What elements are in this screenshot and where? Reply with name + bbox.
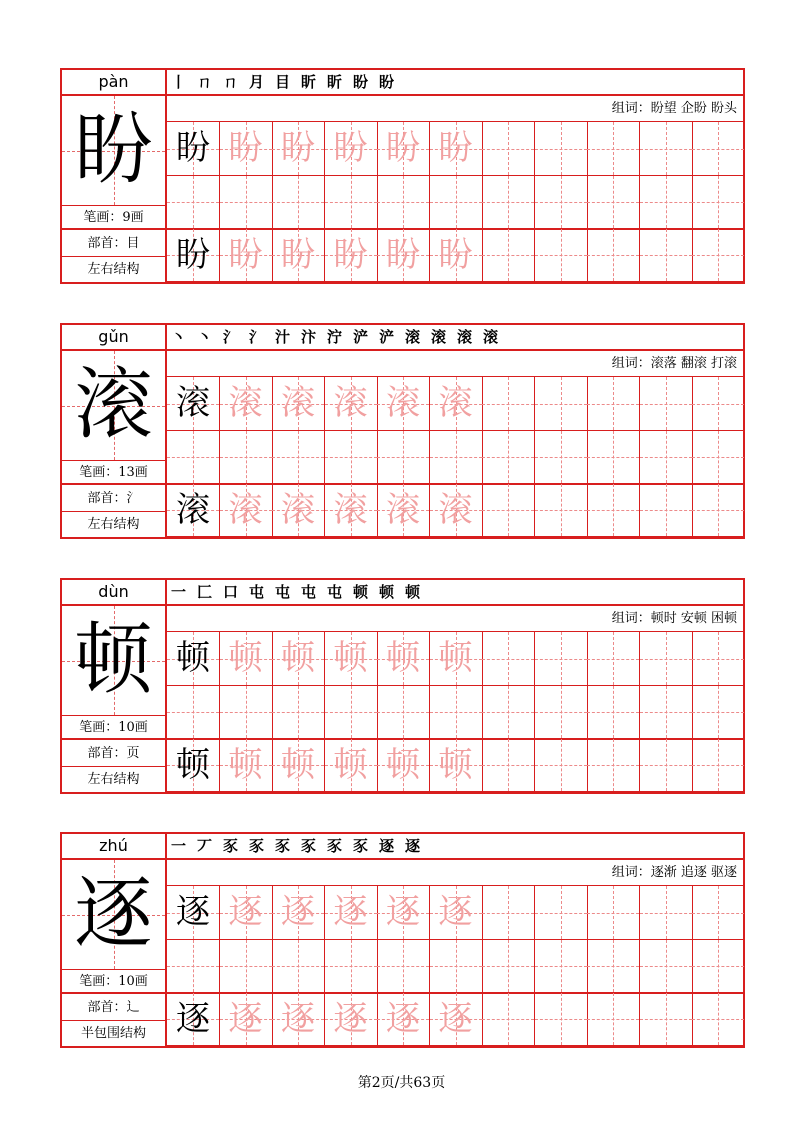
- stroke-step: 盺: [301, 73, 317, 91]
- practice-cell[interactable]: [272, 377, 325, 431]
- practice-cell[interactable]: [325, 176, 378, 230]
- stroke-count: 笔画：10画: [62, 716, 165, 740]
- radical: 部首：辶: [62, 994, 165, 1021]
- practice-cell[interactable]: [535, 176, 588, 230]
- practice-cell[interactable]: [325, 484, 378, 537]
- stroke-step: 氵: [249, 328, 265, 346]
- trace-character: 盼: [386, 235, 420, 275]
- pinyin: dùn: [62, 580, 165, 606]
- stroke-step: ㄇ: [197, 73, 213, 91]
- practice-cell[interactable]: [482, 886, 535, 940]
- practice-cell[interactable]: [430, 431, 483, 485]
- stroke-step: 豕: [249, 837, 265, 855]
- trace-character: 逐: [228, 892, 263, 932]
- trace-character: 盼: [228, 235, 263, 275]
- stroke-step: 豕: [327, 837, 343, 855]
- practice-cell[interactable]: [377, 993, 430, 1046]
- practice-cell[interactable]: [377, 886, 430, 940]
- practice-cell[interactable]: [482, 431, 535, 485]
- practice-cell[interactable]: [220, 886, 273, 940]
- stroke-count: 笔画：9画: [62, 206, 165, 230]
- trace-character: 盼: [333, 235, 368, 275]
- stroke-step: 泞: [327, 328, 343, 346]
- practice-cell[interactable]: [482, 632, 535, 686]
- practice-cell[interactable]: [640, 176, 693, 230]
- trace-character: 盼: [386, 128, 420, 168]
- trace-character: 盼: [281, 128, 315, 168]
- practice-cell[interactable]: [167, 940, 220, 994]
- practice-cell[interactable]: [377, 122, 430, 176]
- practice-cell[interactable]: [692, 739, 745, 792]
- model-character: 滚: [176, 383, 210, 423]
- stroke-count: 笔画：10画: [62, 970, 165, 994]
- practice-cell[interactable]: [482, 122, 535, 176]
- stroke-step: 屯: [301, 583, 317, 601]
- practice-cell[interactable]: [587, 176, 640, 230]
- practice-cell[interactable]: [640, 122, 693, 176]
- model-character: 逐: [176, 892, 210, 932]
- practice-cell[interactable]: [587, 229, 640, 282]
- stroke-step: 盺: [327, 73, 343, 91]
- stroke-step: 豕: [223, 837, 239, 855]
- large-character: 顿: [74, 615, 153, 705]
- stroke-step: 顿: [405, 583, 421, 601]
- stroke-step: 豕: [353, 837, 369, 855]
- practice-cell[interactable]: [640, 484, 693, 537]
- practice-cell[interactable]: [377, 431, 430, 485]
- practice-cell[interactable]: [482, 993, 535, 1046]
- stroke-step: 汁: [275, 328, 291, 346]
- pinyin: zhú: [62, 834, 165, 860]
- trace-character: 滚: [333, 383, 368, 423]
- practice-cell[interactable]: [272, 940, 325, 994]
- page-footer: 第2页/共63页: [357, 1075, 446, 1091]
- practice-cell[interactable]: [325, 229, 378, 282]
- practice-cell[interactable]: [692, 377, 745, 431]
- stroke-order-row: [167, 70, 743, 96]
- practice-cell[interactable]: [167, 632, 220, 686]
- practice-cell[interactable]: [640, 632, 693, 686]
- practice-cell[interactable]: [220, 632, 273, 686]
- practice-cell[interactable]: [272, 632, 325, 686]
- trace-character: 滚: [438, 383, 473, 423]
- stroke-step: 浐: [353, 328, 369, 346]
- practice-cell[interactable]: [377, 229, 430, 282]
- stroke-step: 丶: [171, 328, 187, 346]
- practice-cell[interactable]: [587, 993, 640, 1046]
- practice-cell[interactable]: [167, 229, 220, 282]
- practice-cell[interactable]: [430, 886, 483, 940]
- trace-character: 顿: [333, 745, 368, 785]
- practice-cell[interactable]: [587, 940, 640, 994]
- practice-cell[interactable]: [272, 739, 325, 792]
- practice-cell[interactable]: [482, 176, 535, 230]
- practice-cell[interactable]: [587, 484, 640, 537]
- character-info-panel: [62, 834, 167, 1046]
- practice-cell[interactable]: [692, 431, 745, 485]
- stroke-step: 丶: [197, 328, 213, 346]
- practice-cell[interactable]: [692, 229, 745, 282]
- word-examples: 组词：滚落 翻滚 打滚: [167, 351, 743, 377]
- practice-cell[interactable]: [640, 993, 693, 1046]
- stroke-step: 顿: [379, 583, 395, 601]
- stroke-step: 一: [171, 583, 187, 601]
- practice-cell[interactable]: [220, 739, 273, 792]
- word-examples: 组词：逐渐 追逐 驱逐: [167, 860, 743, 886]
- practice-cell[interactable]: [535, 886, 588, 940]
- stroke-step: 盼: [353, 73, 369, 91]
- practice-cell[interactable]: [220, 993, 273, 1046]
- trace-character: 逐: [228, 999, 263, 1039]
- practice-cell[interactable]: [640, 431, 693, 485]
- trace-character: 顿: [438, 638, 473, 678]
- practice-cell[interactable]: [272, 122, 325, 176]
- large-character-box: [62, 606, 165, 716]
- trace-character: 滚: [281, 490, 315, 530]
- structure: 半包围结构: [80, 1026, 146, 1041]
- practice-cell[interactable]: [272, 886, 325, 940]
- practice-cell[interactable]: [587, 686, 640, 740]
- trace-character: 盼: [438, 128, 473, 168]
- character-card: [60, 323, 745, 539]
- practice-cell[interactable]: [377, 176, 430, 230]
- large-character-box: [62, 96, 165, 206]
- practice-cell[interactable]: [535, 431, 588, 485]
- practice-cell[interactable]: [482, 229, 535, 282]
- trace-character: 逐: [386, 892, 420, 932]
- trace-character: 顿: [386, 745, 420, 785]
- practice-cell[interactable]: [640, 940, 693, 994]
- practice-cell[interactable]: [482, 377, 535, 431]
- stroke-step: ㄇ: [223, 73, 239, 91]
- practice-cell[interactable]: [220, 122, 273, 176]
- stroke-step: 滚: [483, 328, 499, 346]
- practice-cell[interactable]: [167, 993, 220, 1046]
- practice-cell[interactable]: [482, 484, 535, 537]
- practice-cell[interactable]: [430, 632, 483, 686]
- practice-cell[interactable]: [272, 686, 325, 740]
- practice-cell[interactable]: [430, 739, 483, 792]
- practice-cell[interactable]: [482, 940, 535, 994]
- practice-cell[interactable]: [325, 122, 378, 176]
- practice-cell[interactable]: [587, 632, 640, 686]
- stroke-step: 逐: [405, 837, 421, 855]
- practice-cell[interactable]: [640, 377, 693, 431]
- practice-cell[interactable]: [587, 122, 640, 176]
- practice-cell[interactable]: [325, 431, 378, 485]
- trace-character: 顿: [333, 638, 368, 678]
- practice-cell[interactable]: [377, 739, 430, 792]
- stroke-step: 口: [223, 583, 239, 601]
- stroke-step: 汴: [301, 328, 317, 346]
- stroke-step: 屯: [327, 583, 343, 601]
- practice-cell[interactable]: [167, 122, 220, 176]
- practice-cell[interactable]: [167, 686, 220, 740]
- trace-character: 逐: [281, 999, 315, 1039]
- word-examples: 组词：顿时 安顿 困顿: [167, 606, 743, 632]
- practice-cell[interactable]: [430, 229, 483, 282]
- practice-cell[interactable]: [587, 739, 640, 792]
- practice-cell[interactable]: [640, 686, 693, 740]
- practice-cell[interactable]: [587, 431, 640, 485]
- trace-character: 逐: [386, 999, 420, 1039]
- stroke-count: 笔画：13画: [62, 461, 165, 485]
- practice-cell[interactable]: [325, 993, 378, 1046]
- practice-cell[interactable]: [325, 686, 378, 740]
- stroke-step: 丆: [197, 837, 213, 855]
- practice-cell[interactable]: [692, 686, 745, 740]
- practice-cell[interactable]: [220, 940, 273, 994]
- trace-character: 逐: [438, 999, 473, 1039]
- trace-character: 顿: [228, 638, 263, 678]
- character-info-panel: [62, 325, 167, 537]
- character-card: [60, 832, 745, 1048]
- model-character: 盼: [176, 128, 210, 168]
- trace-character: 逐: [333, 892, 368, 932]
- stroke-step: 屯: [249, 583, 265, 601]
- radical: 部首：氵: [62, 485, 165, 512]
- stroke-step: 豕: [301, 837, 317, 855]
- trace-character: 逐: [438, 892, 473, 932]
- trace-character: 盼: [281, 235, 315, 275]
- practice-cell[interactable]: [587, 377, 640, 431]
- radical: 部首：目: [62, 230, 165, 257]
- practice-cell[interactable]: [272, 229, 325, 282]
- practice-cell[interactable]: [272, 484, 325, 537]
- trace-character: 逐: [281, 892, 315, 932]
- stroke-step: 逐: [379, 837, 395, 855]
- practice-cell[interactable]: [272, 993, 325, 1046]
- trace-character: 盼: [228, 128, 263, 168]
- large-character: 滚: [74, 360, 153, 450]
- stroke-step: 浐: [379, 328, 395, 346]
- practice-cell[interactable]: [220, 686, 273, 740]
- practice-cell[interactable]: [430, 940, 483, 994]
- practice-cell[interactable]: [167, 176, 220, 230]
- stroke-step: 一: [171, 837, 187, 855]
- stroke-step: 丨: [171, 73, 187, 91]
- practice-cell[interactable]: [272, 176, 325, 230]
- stroke-step: 滚: [457, 328, 473, 346]
- practice-cell[interactable]: [535, 377, 588, 431]
- practice-cell[interactable]: [377, 686, 430, 740]
- large-character-box: [62, 351, 165, 461]
- model-character: 盼: [176, 235, 210, 275]
- practice-cell[interactable]: [535, 229, 588, 282]
- stroke-step: 目: [275, 73, 291, 91]
- radical: 部首：页: [62, 740, 165, 767]
- practice-cell[interactable]: [377, 940, 430, 994]
- practice-cell[interactable]: [325, 632, 378, 686]
- trace-character: 顿: [281, 638, 315, 678]
- trace-character: 滚: [438, 490, 473, 530]
- structure: 左右结构: [87, 517, 140, 532]
- practice-cell[interactable]: [220, 377, 273, 431]
- trace-character: 顿: [228, 745, 263, 785]
- practice-cell[interactable]: [325, 739, 378, 792]
- practice-cell[interactable]: [535, 484, 588, 537]
- stroke-step: 顿: [353, 583, 369, 601]
- practice-cell[interactable]: [430, 122, 483, 176]
- model-character: 逐: [176, 999, 210, 1039]
- practice-cell[interactable]: [535, 122, 588, 176]
- trace-character: 滚: [386, 490, 420, 530]
- trace-character: 盼: [333, 128, 368, 168]
- practice-cell[interactable]: [482, 739, 535, 792]
- model-character: 滚: [176, 490, 210, 530]
- trace-character: 滚: [281, 383, 315, 423]
- trace-character: 滚: [333, 490, 368, 530]
- character-card: [60, 68, 745, 284]
- trace-character: 顿: [438, 745, 473, 785]
- trace-character: 逐: [333, 999, 368, 1039]
- word-examples: 组词：盼望 企盼 盼头: [167, 96, 743, 122]
- practice-cell[interactable]: [167, 739, 220, 792]
- practice-cell[interactable]: [692, 176, 745, 230]
- practice-cell[interactable]: [167, 484, 220, 537]
- structure: 左右结构: [87, 772, 140, 787]
- practice-cell[interactable]: [535, 739, 588, 792]
- practice-cell[interactable]: [272, 431, 325, 485]
- practice-cell[interactable]: [167, 431, 220, 485]
- stroke-order-row: [167, 580, 743, 606]
- practice-cell[interactable]: [640, 739, 693, 792]
- practice-cell[interactable]: [325, 940, 378, 994]
- trace-character: 滚: [228, 490, 263, 530]
- pinyin: pàn: [62, 70, 165, 96]
- stroke-step: 盼: [379, 73, 395, 91]
- character-card: [60, 578, 745, 794]
- practice-cell[interactable]: [692, 484, 745, 537]
- stroke-order-row: [167, 325, 743, 351]
- practice-cell[interactable]: [430, 686, 483, 740]
- practice-cell[interactable]: [535, 686, 588, 740]
- trace-character: 顿: [386, 638, 420, 678]
- practice-cell[interactable]: [167, 886, 220, 940]
- practice-cell[interactable]: [430, 377, 483, 431]
- practice-cell[interactable]: [587, 886, 640, 940]
- large-character: 逐: [74, 869, 153, 959]
- pinyin: gǔn: [62, 325, 165, 351]
- practice-cell[interactable]: [325, 886, 378, 940]
- practice-cell[interactable]: [430, 176, 483, 230]
- practice-cell[interactable]: [220, 484, 273, 537]
- practice-cell[interactable]: [535, 632, 588, 686]
- practice-cell[interactable]: [430, 993, 483, 1046]
- practice-cell[interactable]: [220, 431, 273, 485]
- practice-cell[interactable]: [692, 122, 745, 176]
- large-character-box: [62, 860, 165, 970]
- practice-cell[interactable]: [377, 377, 430, 431]
- practice-cell[interactable]: [377, 484, 430, 537]
- practice-cell[interactable]: [167, 377, 220, 431]
- model-character: 顿: [176, 638, 210, 678]
- stroke-step: 月: [249, 73, 265, 91]
- practice-cell[interactable]: [692, 993, 745, 1046]
- character-info-panel: [62, 70, 167, 282]
- practice-cell[interactable]: [220, 229, 273, 282]
- stroke-step: 豕: [275, 837, 291, 855]
- practice-cell[interactable]: [325, 377, 378, 431]
- practice-cell[interactable]: [377, 632, 430, 686]
- stroke-step: 滚: [405, 328, 421, 346]
- practice-cell[interactable]: [430, 484, 483, 537]
- practice-cell[interactable]: [692, 886, 745, 940]
- trace-character: 顿: [281, 745, 315, 785]
- practice-cell[interactable]: [640, 229, 693, 282]
- stroke-step: 滚: [431, 328, 447, 346]
- practice-cell[interactable]: [640, 886, 693, 940]
- character-info-panel: [62, 580, 167, 792]
- trace-character: 盼: [438, 235, 473, 275]
- stroke-step: 氵: [223, 328, 239, 346]
- large-character: 盼: [74, 105, 153, 195]
- practice-cell[interactable]: [692, 632, 745, 686]
- practice-cell[interactable]: [692, 940, 745, 994]
- stroke-step: 匚: [197, 583, 213, 601]
- practice-cell[interactable]: [482, 686, 535, 740]
- stroke-order-row: [167, 834, 743, 860]
- practice-cell[interactable]: [535, 940, 588, 994]
- model-character: 顿: [176, 745, 210, 785]
- stroke-step: 屯: [275, 583, 291, 601]
- trace-character: 滚: [228, 383, 263, 423]
- structure: 左右结构: [87, 262, 140, 277]
- practice-cell[interactable]: [535, 993, 588, 1046]
- trace-character: 滚: [386, 383, 420, 423]
- practice-cell[interactable]: [220, 176, 273, 230]
